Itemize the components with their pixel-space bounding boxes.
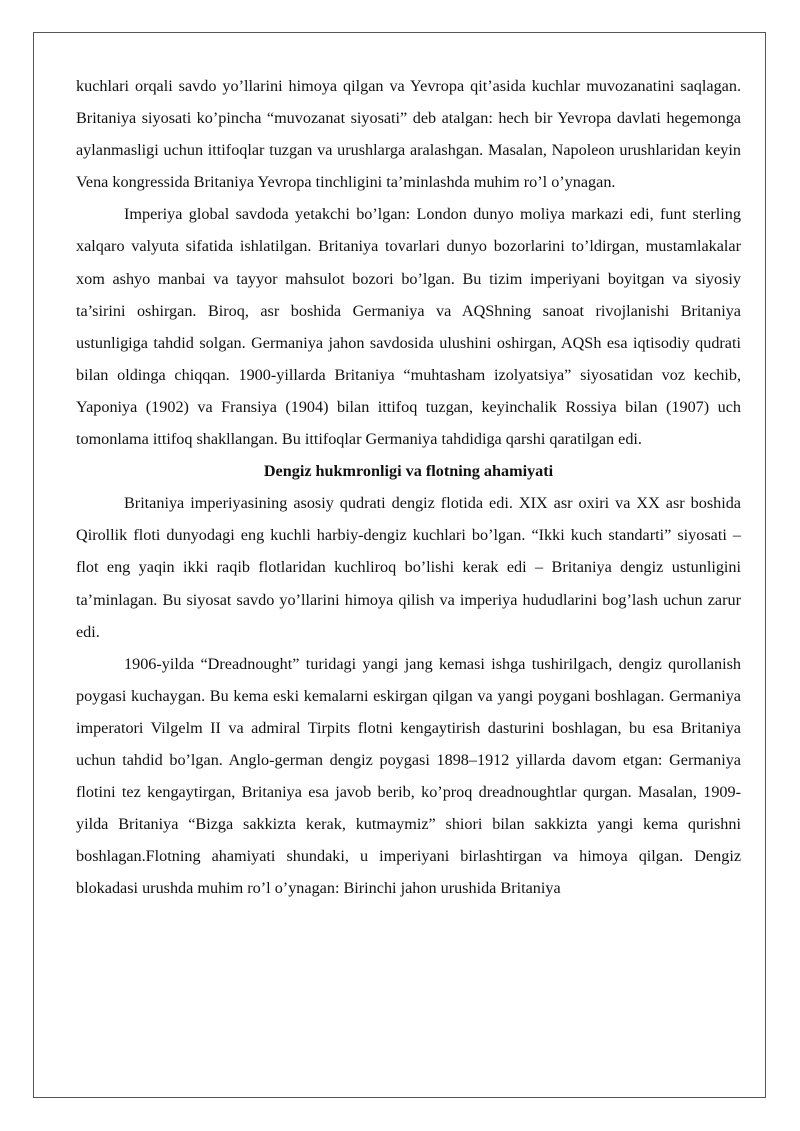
paragraph-dreadnought: 1906-yilda “Dreadnought” turidagi yangi jang kemasi ishga tushirilgach, dengiz qurollanish poygasi kuchaygan. Bu kema eski kemalarni eskirgan qilgan va yangi poygani boshlagan. Germaniya imperatori Vilgelm II va admiral Tirpits flotni kengaytirish dasturini boshlagan, bu esa Britaniya uchun tahdid bo’lgan. Anglo-german dengiz poygasi 1898–1912 yillarda davom etgan: Germaniya flotini tez kengaytirgan, Britaniya esa javob berib, ko’proq dreadnoughtlar qurgan. Masalan, 1909-yilda Britaniya “Bizga sakkizta kerak, kutmaymiz” shiori bilan sakkizta yangi kema qurishni boshlagan.Flotning ahamiyati shundaki, u imperiyani birlashtirgan va himoya qilgan. Dengiz blokadasi urushda muhim ro’l o’ynagan: Birinchi jahon urushida Britaniya <box>76 654 741 898</box>
document-body <box>76 70 741 904</box>
paragraph-naval-power: Britaniya imperiyasining asosiy qudrati dengiz flotida edi. XIX asr oxiri va XX asr boshida Qirollik floti dunyodagi eng kuchli harbiy-dengiz kuchlari bo’lgan. “Ikki kuch standarti” siyosati – flot eng yaqin ikki raqib flotlaridan kuchliroq bo’lishi kerak edi – Britaniya dengiz ustunligini ta’minlagan. Bu siyosat savdo yo’llarini himoya qilish va imperiya hududlarini bog’lash uchun zarur edi. <box>76 494 741 641</box>
paragraph-continuation: kuchlari orqali savdo yo’llarini himoya qilgan va Yevropa qit’asida kuchlar muvozanatini saqlagan. Britaniya siyosati ko’pincha “muvozanat siyosati” deb atalgan: hech bir Yevropa davlati hegemonga aylanmasligi uchun ittifoqlar tuzgan va urushlarga aralashgan. Masalan, Napoleon urushlaridan keyin Vena kongressida Britaniya Yevropa tinchligini ta’minlashda muhim ro’l o’ynagan. <box>76 77 741 192</box>
section-heading: Dengiz hukmronligi va flotning ahamiyati <box>263 462 554 481</box>
paragraph-global-trade: Imperiya global savdoda yetakchi bo’lgan: London dunyo moliya markazi edi, funt sterling xalqaro valyuta sifatida ishlatilgan. Britaniya tovarlari dunyo bozorlarini to’ldirgan, mustamlakalar xom ashyo manbai va tayyor mahsulot bozori bo’lgan. Bu tizim imperiyani boyitgan va siyosiy ta’sirini oshirgan. Biroq, asr boshida Germaniya va AQShning sanoat rivojlanishi Britaniya ustunligiga tahdid solgan. Germaniya jahon savdosida ulushini oshirgan, AQSh esa iqtisodiy qudrati bilan oldinga chiqqan. 1900-yillarda Britaniya “muhtasham izolyatsiya” siyosatidan voz kechib, Yaponiya (1902) va Fransiya (1904) bilan ittifoq tuzgan, keyinchalik Rossiya bilan (1907) uch tomonlama ittifoq shakllangan. Bu ittifoqlar Germaniya tahdidiga qarshi qaratilgan edi. <box>76 205 741 449</box>
